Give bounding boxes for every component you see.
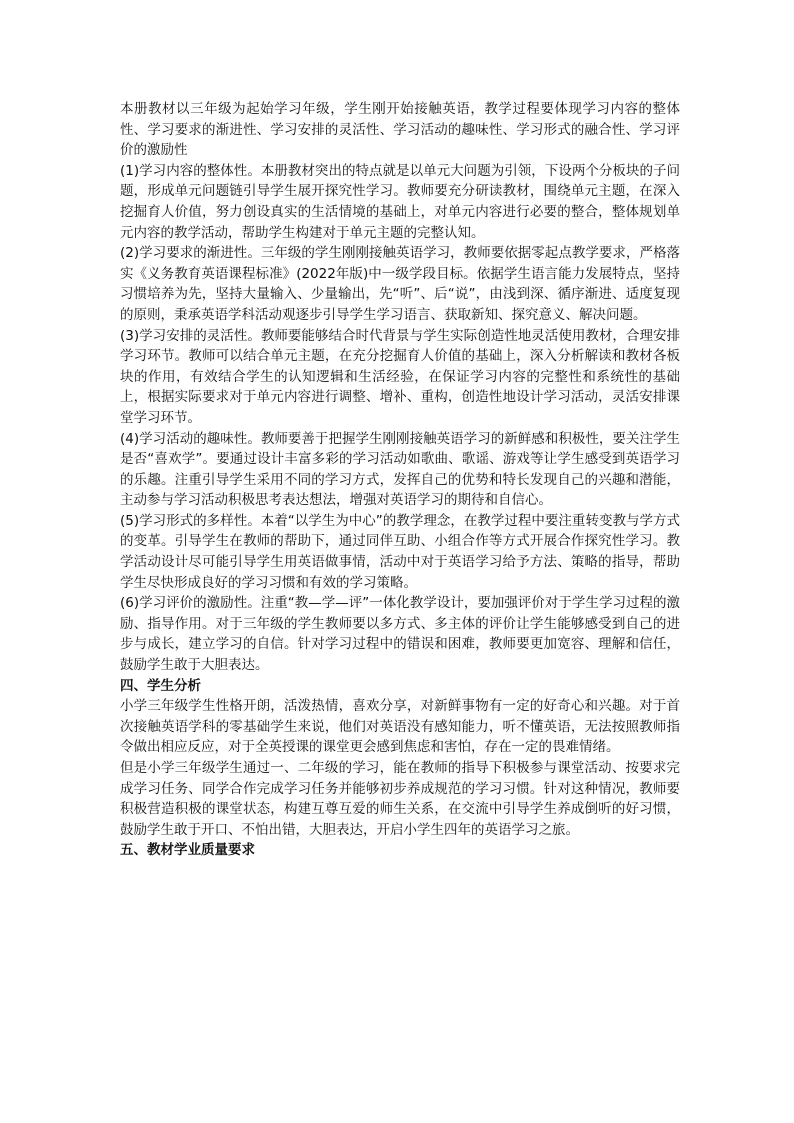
section-heading-quality-requirements: 五、教材学业质量要求: [120, 842, 255, 859]
student-analysis-paragraph-2: 但是小学三年级学生通过一、二年级的学习，能在教师的指导下积极参与课堂活动、按要求完成学习任务、同学合作完成学习任务并能够初步养成规范的学习习惯。针对这种情况，教师要积极营造积极的课堂状态，构建互尊互爱的师生关系，在交流中引导学生养成倒听的好习惯，鼓励学生敢于开口、不怕出错，大胆表达，开启小学生四年的英语学习之旅。: [120, 760, 680, 838]
item-paragraph-2: (2)学习要求的渐进性。三年级的学生刚刚接触英语学习，教师要依据零起点教学要求，严格落实《义务教育英语课程标准》(2022年版)中一级学段目标。依据学生语言能力发展特点，坚持习惯培养为先，坚持大量输入、少量输出，先“听”、后“说”，由浅到深、循序渐进、适度复现的原则，秉承英语学科活动观逐步引导学生学习语言、获取新知、探究意义、解决问题。: [120, 245, 680, 323]
section-heading-student-analysis: 四、学生分析: [120, 677, 201, 694]
item-paragraph-6: (6)学习评价的激励性。注重“教—学—评”一体化教学设计，要加强评价对于学生学习过程的激励、指导作用。对于三年级的学生教师要以多方式、多主体的评价让学生能够感受到自己的进步与成长，建立学习的自信。针对学习过程中的错误和困难，教师要更加宽容、理解和信任，鼓励学生敢于大胆表达。: [120, 595, 680, 674]
item-paragraph-5: (5)学习形式的多样性。本着“以学生为中心”的教学理念，在教学过程中要注重转变教与学方式的变革。引导学生在教师的帮助下，通过同伴互助、小组合作等方式开展合作探究性学习。教学活动设计尽可能引导学生用英语做事情，活动中对于英语学习给予方法、策略的指导，帮助学生尽快形成良好的学习习惯和有效的学习策略。: [120, 512, 680, 591]
item-paragraph-3: (3)学习安排的灵活性。教师要能够结合时代背景与学生实际创造性地灵活使用教材，合理安排学习环节。教师可以结合单元主题，在充分挖掘育人价值的基础上，深入分析解读和教材各板块的作用，有效结合学生的认知逻辑和生活经验，在保证学习内容的完整性和系统性的基础上，根据实际要求对于单元内容进行调整、增补、重构，创造性地设计学习活动，灵活安排课堂学习环节。: [120, 327, 680, 426]
intro-paragraph: 本册教材以三年级为起始学习年级，学生刚开始接触英语，教学过程要体现学习内容的整体性、学习要求的渐进性、学习安排的灵活性、学习活动的趣味性、学习形式的融合性、学习评价的激励性: [120, 101, 680, 159]
document-body: [120, 99, 680, 861]
student-analysis-paragraph-1: 小学三年级学生性格开朗，活泼热情，喜欢分享，对新鲜事物有一定的好奇心和兴趣。对于首次接触英语学科的零基础学生来说，他们对英语没有感知能力，听不懂英语，无法按照教师指令做出相应反应，对于全英授课的课堂更会感到焦虑和害怕，存在一定的畏难情绪。: [120, 698, 680, 756]
item-paragraph-1: (1)学习内容的整体性。本册教材突出的特点就是以单元大问题为引领，下设两个分板块的子问题，形成单元问题链引导学生展开探究性学习。教师要充分研读教材，围绕单元主题，在深入挖掘育人价值，努力创设真实的生活情境的基础上，对单元内容进行必要的整合，整体规划单元内容的教学活动，帮助学生构建对于单元主题的完整认知。: [120, 162, 680, 241]
item-paragraph-4: (4)学习活动的趣味性。教师要善于把握学生刚刚接触英语学习的新鲜感和积极性，要关注学生是否“喜欢学”。要通过设计丰富多彩的学习活动如歌曲、歌谣、游戏等让学生感受到英语学习的乐趣。注重引导学生采用不同的学习方式，发挥自己的优势和特长发现自己的兴趣和潜能，主动参与学习活动积极思考表达想法，增强对英语学习的期待和自信心。: [120, 430, 680, 509]
